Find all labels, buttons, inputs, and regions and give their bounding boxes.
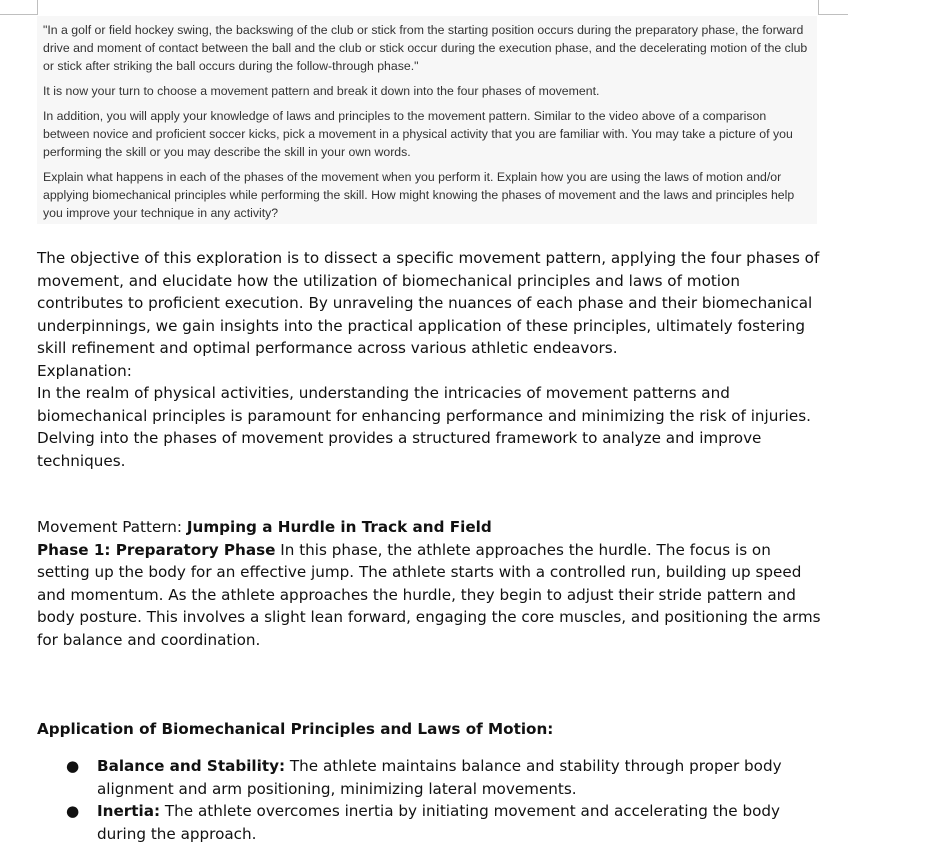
movement-pattern-value: Jumping a Hurdle in Track and Field: [186, 518, 492, 536]
list-item: [37, 755, 827, 800]
quote-paragraph-4: Explain what happens in each of the phases of the movement when you perform it. Explain how you are using the laws of motion and/or applying biomechanical principles while performing the skill. How might knowing the phases of movement and the laws and principles help you improve your technique in any activity?: [43, 170, 795, 220]
principles-list: [37, 755, 827, 845]
explanation-paragraph: In the realm of physical activities, understanding the intricacies of movement patterns and biomechanical principles is paramount for enhancing performance and minimizing the risk of injuries. Delving into the phases of movement provides a structured framework to analyze and improve techniques.: [37, 384, 811, 470]
objective-paragraph: The objective of this exploration is to dissect a specific movement pattern, applying the four phases of movement, and elucidate how the utilization of biomechanical principles and laws of motion contributes to proficient execution. By unraveling the nuances of each phase and their biomechanical underpinnings, we gain insights into the practical application of these principles, ultimately fostering skill refinement and optimal performance across various athletic endeavors.: [37, 249, 820, 357]
application-section: [37, 718, 827, 741]
quote-paragraph-2: It is now your turn to choose a movement pattern and break it down into the four phases of movement.: [43, 84, 600, 98]
bullet-term: Inertia:: [97, 802, 161, 820]
prompt-quote-block: [37, 16, 817, 224]
quote-paragraph-1: "In a golf or field hockey swing, the backswing of the club or stick from the starting position occurs during the preparatory phase, the forward drive and moment of contact between the ball and the club or stick occur during the execution phase, and the decelerating motion of the club or stick after striking the ball occurs during the follow-through phase.": [43, 23, 808, 73]
application-heading-line: [37, 718, 827, 741]
movement-pattern-label: Movement Pattern:: [37, 518, 187, 536]
quote-paragraph-3: In addition, you will apply your knowledge of laws and principles to the movement pattern. Similar to the video above of a comparison between novice and proficient soccer kicks, pick a movement in a physical activity that you are familiar with. You may take a picture of you performing the skill or you may describe the skill in your own words.: [43, 109, 793, 159]
movement-pattern-line: [37, 516, 827, 539]
bullet-text: The athlete overcomes inertia by initiating movement and accelerating the body during the approach.: [97, 802, 781, 843]
bullet-icon: ●: [66, 757, 80, 775]
bullet-icon: ●: [66, 802, 80, 820]
phase-1-paragraph: [37, 539, 827, 652]
objective-section: [37, 247, 827, 472]
list-item: [37, 800, 827, 845]
bullet-text: The athlete maintains balance and stability through proper body alignment and arm positioning, minimizing lateral movements.: [97, 757, 782, 798]
bullet-term: Balance and Stability:: [97, 757, 286, 775]
movement-section: [37, 516, 827, 651]
explanation-label: Explanation:: [37, 361, 132, 380]
phase-1-title: Phase 1: Preparatory Phase: [37, 540, 276, 559]
phase-1-text: In this phase, the athlete approaches the hurdle. The focus is on setting up the body for an effective jump. The athlete starts with a controlled run, building up speed and momentum. As the athlete approaches the hurdle, they begin to adjust their stride pattern and body posture. This involves a slight lean forward, engaging the core muscles, and positioning the arms for balance and coordination.: [37, 540, 821, 649]
crop-mark-right: [818, 0, 848, 15]
application-heading: Application of Biomechanical Principles and Laws of Motion:: [37, 720, 554, 738]
crop-mark-left: [0, 0, 38, 15]
